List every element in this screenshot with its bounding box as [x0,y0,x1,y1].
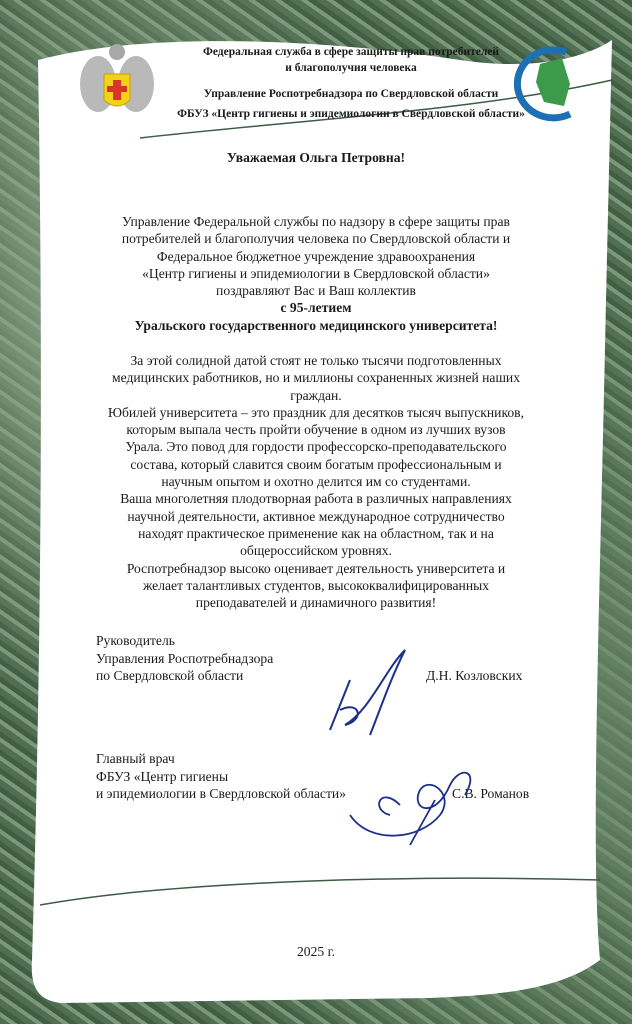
signature-2 [340,755,490,850]
signer1-name: Д.Н. Козловских [426,668,523,683]
signer2-name: С.В. Романов [452,786,530,801]
intro-paragraph: Управление Федеральной службы по надзору в сфере защиты прав потребителей и благополучия человека по Свердловской области и Федеральное бюджетное учреждение здравоохранения «Центр гигиены и эпидемиологии в Свердловской области» поздравляют Вас и Ваш коллектив с 95-летием Уральского государственного медицинского университета! [121,214,511,333]
header-agency: Федеральная служба в сфере защиты прав потребителей и благополучия человека [202,46,500,74]
greeting: Уважаемая Ольга Петровна! [226,150,406,165]
signer2-title: Главный врач ФБУЗ «Центр гигиены и эпидемиологии в Свердловской области» [96,751,346,801]
header-center: ФБУЗ «Центр гигиены и эпидемиологии в Свердловской области» [177,108,525,120]
header-department: Управление Роспотребнадзора по Свердловской области [203,88,499,100]
body-paragraph: За этой солидной датой стоят не только тысячи подготовленных медицинских работников, но и миллионы сохраненных жизней наших граждан. Юбилей университета – это праздник для десятков тысяч выпускников, которым выпала честь пройти обучение в одном из лучших вузов Урала. Это повод для гордости профессорско-преподавательского состава, который славится своим богатым профессиональным и научным опытом и охотно делится им со студентами. Ваша многолетняя плодотворная работа в различных направлениях научной деятельности, активное международное сотрудничество находят практическое применение как на областном, так и на общероссийском уровнях. Роспотребнадзор высоко оценивает деятельность университета и желает талантливых студентов, высококвалифицированных преподавателей и динамичного развития! [107,353,524,611]
year: 2025 г. [296,944,336,959]
signature-1 [310,640,420,740]
signer1-title: Руководитель Управления Роспотребнадзора по Свердловской области [96,633,274,683]
